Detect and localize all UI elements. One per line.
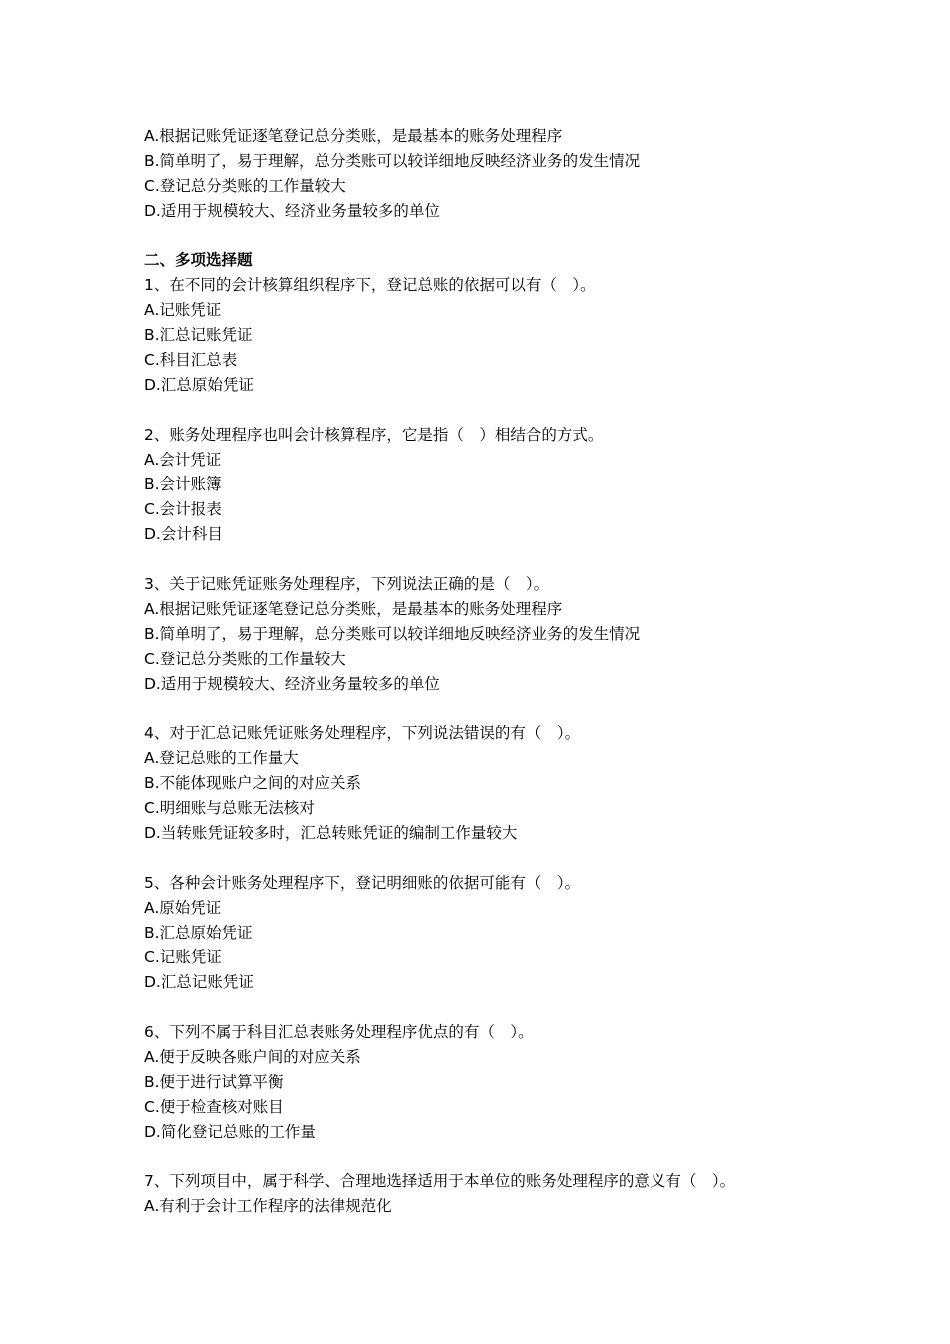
question-5-option-c: C.记账凭证 <box>144 948 222 967</box>
question-3-option-d: D.适用于规模较大、经济业务量较多的单位 <box>144 674 440 693</box>
spacer <box>144 224 844 249</box>
question-1-stem: 1、在不同的会计核算组织程序下，登记总账的依据可以有（ ）。 <box>144 276 596 295</box>
document-page <box>144 124 844 1219</box>
question-4-option-d: D.当转账凭证较多时，汇总转账凭证的编制工作量较大 <box>144 823 518 842</box>
question-3-stem: 3、关于记账凭证账务处理程序，下列说法正确的是（ ）。 <box>144 575 550 594</box>
spacer <box>144 1145 844 1170</box>
spacer <box>144 547 844 572</box>
prev-option-b: B.简单明了，易于理解，总分类账可以较详细地反映经济业务的发生情况 <box>144 151 641 170</box>
question-4-option-a: A.登记总账的工作量大 <box>144 749 299 768</box>
prev-option-c: C.登记总分类账的工作量较大 <box>144 176 346 195</box>
question-2-option-a: A.会计凭证 <box>144 450 222 469</box>
section-title: 二、多项选择题 <box>144 251 253 270</box>
question-5-option-a: A.原始凭证 <box>144 898 222 917</box>
question-6-option-a: A.便于反映各账户间的对应关系 <box>144 1047 361 1066</box>
question-3-option-a: A.根据记账凭证逐笔登记总分类账，是最基本的账务处理程序 <box>144 599 563 618</box>
question-2-stem: 2、账务处理程序也叫会计核算程序，它是指（ ）相结合的方式。 <box>144 425 604 444</box>
spacer <box>144 696 844 721</box>
question-1-option-b: B.汇总记账凭证 <box>144 326 253 345</box>
question-1-option-c: C.科目汇总表 <box>144 351 238 370</box>
question-5-stem: 5、各种会计账务处理程序下，登记明细账的依据可能有（ ）。 <box>144 873 581 892</box>
question-6-option-d: D.简化登记总账的工作量 <box>144 1122 316 1141</box>
question-2-option-d: D.会计科目 <box>144 525 223 544</box>
question-5-option-b: B.汇总原始凭证 <box>144 923 253 942</box>
prev-option-a: A.根据记账凭证逐笔登记总分类账，是最基本的账务处理程序 <box>144 127 563 145</box>
question-7-stem: 7、下列项目中，属于科学、合理地选择适用于本单位的账务处理程序的意义有（ ）。 <box>144 1172 736 1191</box>
question-4-option-c: C.明细账与总账无法核对 <box>144 799 315 818</box>
question-7-option-a: A.有利于会计工作程序的法律规范化 <box>144 1197 392 1216</box>
question-5-option-d: D.汇总记账凭证 <box>144 973 254 992</box>
question-6-stem: 6、下列不属于科目汇总表账务处理程序优点的有（ ）。 <box>144 1023 534 1042</box>
question-2-option-b: B.会计账簿 <box>144 475 222 494</box>
spacer <box>144 398 844 423</box>
question-6-option-c: C.便于检查核对账目 <box>144 1097 284 1116</box>
question-6-option-b: B.便于进行试算平衡 <box>144 1072 284 1091</box>
question-4-option-b: B.不能体现账户之间的对应关系 <box>144 774 362 793</box>
prev-option-d: D.适用于规模较大、经济业务量较多的单位 <box>144 201 440 220</box>
question-3-option-c: C.登记总分类账的工作量较大 <box>144 649 346 668</box>
question-2-option-c: C.会计报表 <box>144 500 222 519</box>
question-1-option-a: A.记账凭证 <box>144 301 222 320</box>
spacer <box>144 995 844 1020</box>
spacer <box>144 846 844 871</box>
question-3-option-b: B.简单明了，易于理解，总分类账可以较详细地反映经济业务的发生情况 <box>144 624 641 643</box>
question-1-option-d: D.汇总原始凭证 <box>144 375 254 394</box>
question-4-stem: 4、对于汇总记账凭证账务处理程序，下列说法错误的有（ ）。 <box>144 724 581 743</box>
